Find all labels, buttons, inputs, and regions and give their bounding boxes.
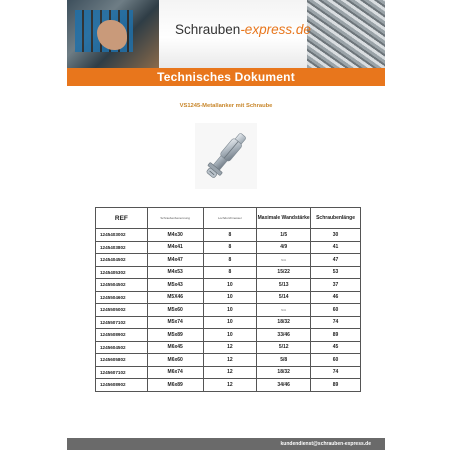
cell-wall: 4/9 [257,241,311,254]
cell-diameter: 10 [203,304,257,317]
cell-screw: M6x89 [147,379,203,392]
cell-diameter: 10 [203,316,257,329]
table-row [96,316,361,329]
cell-screw: M5X46 [147,291,203,304]
header-diameter: Lochdurchmesser [203,208,257,229]
cell-screw: M5x89 [147,329,203,342]
cell-screw: M4x47 [147,254,203,267]
document-page [67,0,385,452]
cell-wall: 18/32 [257,366,311,379]
header-wall: Maximale Wandstärke [257,208,311,229]
cell-length: 89 [311,379,361,392]
cell-diameter: 8 [203,266,257,279]
table-row [96,366,361,379]
cell-wall: N/A [257,304,311,317]
cell-length: 53 [311,266,361,279]
cell-ref: 1245404502 [96,254,148,267]
table-row [96,304,361,317]
product-title: VS1245-Metallanker mit Schraube [179,103,273,109]
cell-diameter: 12 [203,341,257,354]
cell-length: 46 [311,291,361,304]
screws-photo [307,0,385,68]
brand-accent: -express.de [240,22,311,37]
cell-length: 89 [311,329,361,342]
cell-screw: M5x60 [147,304,203,317]
cell-length: 30 [311,229,361,242]
cell-ref: 1245403002 [96,229,148,242]
cell-diameter: 12 [203,366,257,379]
cell-screw: M5x74 [147,316,203,329]
cell-diameter: 8 [203,241,257,254]
cell-diameter: 8 [203,254,257,267]
table-row [96,254,361,267]
header-screw: Schraubenbenennung [147,208,203,229]
cell-wall: 5/12 [257,341,311,354]
cell-wall: 33/46 [257,329,311,342]
cell-screw: M6x45 [147,341,203,354]
cell-diameter: 12 [203,354,257,367]
cell-ref: 1245405302 [96,266,148,279]
footer-bar [67,438,385,450]
brand-logo [175,22,311,37]
table-row [96,291,361,304]
cell-length: 74 [311,316,361,329]
header-banner [67,0,385,68]
cell-ref: 1245608902 [96,379,148,392]
table-row [96,329,361,342]
footer-email-link[interactable]: kundendienst@schrauben-express.de [280,441,371,447]
header-ref: REF [96,208,148,229]
product-image [195,123,257,189]
cell-diameter: 10 [203,329,257,342]
cell-length: 47 [311,254,361,267]
header-length: Schraubenlänge [311,208,361,229]
table-row [96,279,361,292]
table-row [96,241,361,254]
cell-ref: 1245504602 [96,291,148,304]
cell-ref: 1245504502 [96,279,148,292]
cell-screw: M4x41 [147,241,203,254]
brand-name: Schrauben [175,22,241,37]
cell-length: 60 [311,304,361,317]
cell-wall: N/A [257,254,311,267]
cell-ref: 1245607102 [96,366,148,379]
specification-table [95,207,361,392]
cell-screw: M4x53 [147,266,203,279]
page-title: Technisches Dokument [67,68,385,86]
cell-wall: 1/5 [257,229,311,242]
cell-length: 74 [311,366,361,379]
cell-ref: 1245605802 [96,354,148,367]
cell-wall: 15/22 [257,266,311,279]
cell-screw: M6x74 [147,366,203,379]
cell-diameter: 10 [203,279,257,292]
cell-diameter: 10 [203,291,257,304]
cell-diameter: 8 [203,229,257,242]
cell-wall: 5/13 [257,279,311,292]
cell-diameter: 12 [203,379,257,392]
cell-length: 60 [311,354,361,367]
table-header-row [96,208,361,229]
cell-ref: 1245507102 [96,316,148,329]
table-row [96,229,361,242]
tools-photo [67,0,159,68]
cell-ref: 1245505002 [96,304,148,317]
cell-length: 37 [311,279,361,292]
table-row [96,379,361,392]
cell-wall: 34/46 [257,379,311,392]
cell-wall: 5/8 [257,354,311,367]
cell-screw: M6x60 [147,354,203,367]
cell-length: 45 [311,341,361,354]
cell-screw: M5x43 [147,279,203,292]
cell-wall: 18/32 [257,316,311,329]
cell-screw: M4x30 [147,229,203,242]
cell-ref: 1245604502 [96,341,148,354]
cell-ref: 1245508902 [96,329,148,342]
cell-length: 41 [311,241,361,254]
table-row [96,354,361,367]
metal-anchor-icon [195,123,257,189]
cell-wall: 5/14 [257,291,311,304]
cell-ref: 1245403802 [96,241,148,254]
table-row [96,341,361,354]
table-row [96,266,361,279]
